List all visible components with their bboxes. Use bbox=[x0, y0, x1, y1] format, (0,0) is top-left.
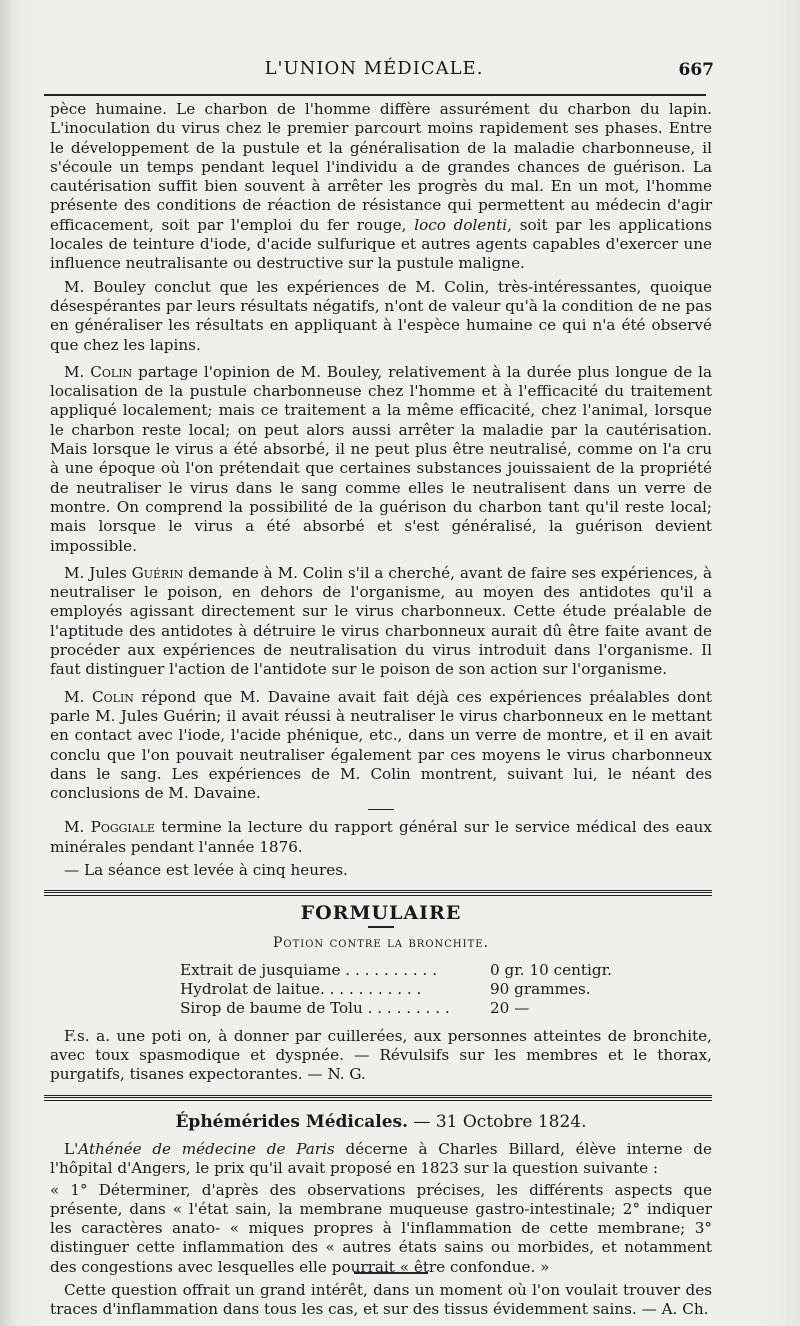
section-separator bbox=[44, 890, 712, 896]
paragraph-seance-close: — La séance est levée à cinq heures. bbox=[64, 860, 348, 879]
short-divider bbox=[368, 809, 394, 810]
potion-title: Potion contre la bronchite. bbox=[272, 934, 490, 951]
ephemerides-paragraph: L'Athénée de médecine de Paris décerne à Charles Billard, élève interne de l'hôpital d'Angers, le prix qu'il avait proposé en 1823 sur la question suivante : bbox=[50, 1139, 713, 1178]
title-underline bbox=[368, 926, 394, 928]
ephemerides-title: Éphémérides Médicales. — 31 Octobre 1824. bbox=[175, 1111, 587, 1132]
recipe-row: Hydrolat de laitue. . . . . . . . . . . 90 grammes. bbox=[180, 980, 591, 999]
ephemerides-closing: Cette question offrait un grand intérêt, dans un moment où l'on voulait trouver des traces d'inflammation dans tous les cas, et sur des tissus évidemment sains. — A. Ch. bbox=[50, 1281, 712, 1319]
text-column bbox=[50, 100, 712, 1320]
paragraph-poggiale: M. Poggiale termine la lecture du rapport général sur le service médical des eaux minérales pendant l'année 1876. bbox=[50, 818, 712, 856]
recipe-list bbox=[180, 961, 620, 1019]
recipe-row: Extrait de jusquiame . . . . . . . . . . 0 gr. 10 centigr. bbox=[180, 960, 612, 979]
header-rule bbox=[44, 94, 706, 96]
section-separator bbox=[44, 1095, 712, 1101]
footer-rule bbox=[354, 1272, 428, 1274]
ephemerides-quote: « 1° Déterminer, d'après des observations précises, les différents aspects que présente, dans « l'état sain, la membrane muqueuse gastro-intestinale; 2° indiquer les caractères anato- « miques propres à l'inflammation de cette membrane; 3° distinguer cette inflammation des « autres états sains ou morbides, et notamment des congestions avec lesquelles elle pourrait « être confondue. » bbox=[50, 1180, 712, 1276]
running-title: L'UNION MÉDICALE. bbox=[264, 58, 484, 79]
page-number: 667 bbox=[678, 60, 714, 80]
paragraph-1: pèce humaine. Le charbon de l'homme diffère assurément du charbon du lapin. L'inoculation du virus chez le premier parcourt moins rapidement ses phases. Entre le développement de la pustule et la généralisation de la maladie charbonneuse, il s'écoule un temps pendant lequel l'individu a de grandes chances de guérison. La cautérisation suffit bien souvent à arrêter les progrès du mal. En un mot, l'homme présente des conditions de réaction de résistance qui permettent au médecin d'agir efficacement, soit par l'emploi du fer rouge, loco dolenti, soit par les applications locales de teinture d'iode, d'acide sulfurique et autres agents capables d'exercer une influence neutralisante ou destructive sur la pustule maligne. bbox=[50, 100, 713, 273]
page-header bbox=[40, 58, 714, 86]
recipe-row: Sirop de baume de Tolu . . . . . . . . . 20 — bbox=[180, 999, 530, 1018]
recipe-instructions: F.s. a. une poti on, à donner par cuillerées, aux personnes atteintes de bronchite, avec toux spasmodique et dyspnée. — Révulsifs sur les membres et le thorax, purgatifs, tisanes expectorantes. — N. G. bbox=[50, 1026, 712, 1084]
paragraph-colin: M. Colin partage l'opinion de M. Bouley, relativement à la durée plus longue de la localisation de la pustule charbonneuse chez l'homme et à l'efficacité du traitement appliqué localement; mais ce traitement a la même efficacité, chez l'animal, lorsque le charbon reste local; on peut alors aussi arrêter la maladie par la cautérisation. Mais lorsque le virus a été absorbé, il ne peut plus être neutralisé, comme on l'a cru à une époque où l'on prétendait que certaines substances jouissaient de la propriété de neutraliser le virus dans le sang comme elles le neutralisent dans un verre de montre. On comprend la possibilité de la guérison du charbon tant qu'il reste local; mais lorsque le virus a été absorbé et s'est généralisé, la guérison devient impossible. bbox=[50, 362, 713, 555]
paragraph-guerin: M. Jules Guérin demande à M. Colin s'il a cherché, avant de faire ses expériences, à neutraliser le poison, en dehors de l'organisme, au moyen des antidotes qu'il a employés agissant directement sur le virus charbonneux. Cette étude préalable de l'aptitude des antidotes à détruire le virus charbonneux aurait dû être faite avant de procéder aux expériences de neutralisation du virus introduit dans l'organisme. Il faut distinguer l'action de l'antidote sur le poison de son action sur l'organisme. bbox=[50, 563, 713, 679]
formulaire-title: FORMULAIRE bbox=[300, 902, 462, 925]
paragraph-bouley: M. Bouley conclut que les expériences de M. Colin, très-intéressantes, quoique désespérantes par leurs résultats négatifs, n'ont de valeur qu'à la condition de ne pas en généraliser les résultats en appliquant à l'espèce humaine ce qui n'a été observé que chez les lapins. bbox=[50, 277, 712, 354]
paragraph-colin-reply: M. Colin répond que M. Davaine avait fait déjà ces expériences préalables dont parle M. Jules Guérin; il avait réussi à neutraliser le virus charbonneux en le mettant en contact avec l'iode, l'acide phénique, etc., dans un verre de montre, et il en avait conclu que l'on pouvait neutraliser également par ces moyens le virus charbonneux dans le sang. Les expériences de M. Colin montrent, suivant lui, le néant des conclusions de M. Davaine. bbox=[50, 687, 713, 803]
